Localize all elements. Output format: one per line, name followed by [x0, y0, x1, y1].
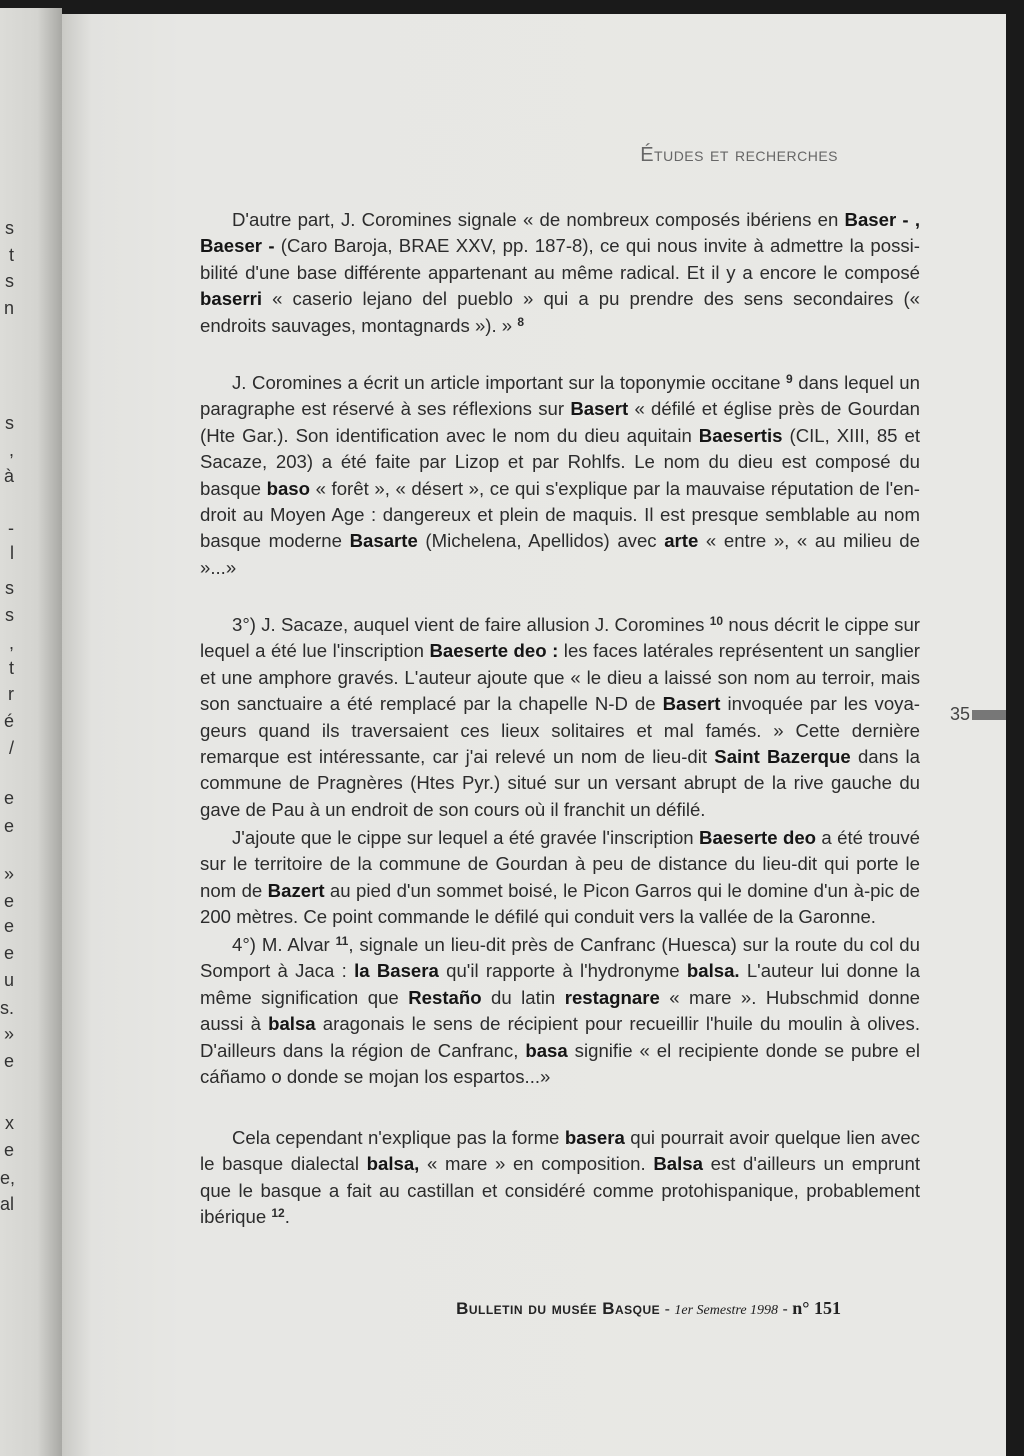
bold-term: baserri — [200, 288, 263, 310]
facing-page-text-fragment: s — [5, 605, 14, 625]
paragraph-6 — [200, 1125, 920, 1231]
facing-page-text-fragment: e — [3, 816, 14, 836]
facing-page-text-fragment: s — [5, 578, 14, 598]
text-run: (Caro Baroja, BRAE XXV, pp. 187-8), ce qui nous invite à admettre la possi-bilité d'une base différente appartenant au même radical. Et il y a encore le composé — [200, 235, 920, 283]
text-run: D'autre part, J. Coromines signale « de nombreux composés ibériens en — [232, 209, 845, 230]
text-run: J. Coromines a écrit un article important sur la toponymie occitane — [232, 372, 787, 393]
bold-term: balsa. — [686, 960, 740, 982]
text-run: dans lequel un paragraphe est réservé à ses réflexions sur — [200, 372, 920, 420]
facing-page-text-fragment: / — [8, 738, 14, 758]
text-run: (CIL, XIII, 85 et Sacaze, 203) a été faite par Lizop et par Rohlfs. Le nom du dieu est composé du basque — [200, 424, 920, 499]
facing-page-text-fragment: e — [3, 788, 14, 808]
facing-page-text-fragment: x — [5, 1113, 14, 1133]
paragraph-5 — [200, 932, 920, 1090]
bold-term: basa — [525, 1039, 568, 1061]
facing-page-text-fragment: r — [8, 684, 14, 704]
facing-page-text-fragment: u — [3, 970, 14, 990]
bold-term: Basert — [662, 693, 721, 715]
text-run: dans la commune de Pragnères (Htes Pyr.) situé sur un versant abrupt de la rive gauche du gave de Pau à un endroit de son cours où il franchit un défilé. — [200, 746, 921, 820]
facing-page-edge — [0, 8, 62, 1456]
running-head: Études et recherches — [640, 144, 838, 166]
text-run: (Michelena, Apellidos) avec — [417, 530, 665, 552]
text-run: signifie « el recipiente donde se pubre el cáñamo o donde se mojan los espartos...» — [200, 1039, 920, 1088]
facing-page-text-fragment: é — [3, 711, 14, 731]
facing-page-text-fragment: t — [8, 245, 14, 265]
facing-page-text-fragment: » — [3, 864, 14, 884]
facing-page-text-fragment: e — [3, 1140, 14, 1160]
text-run: . — [284, 1206, 290, 1228]
text-run: a été trouvé sur le territoire de la commune de Gourdan à peu de distance du lieu-dit qui porte le nom de — [200, 827, 921, 901]
facing-page-text-fragment: e — [3, 916, 14, 936]
text-run: aragonais le sens de récipient pour recueillir l'huile du moulin à olives. D'ailleurs dans la région de Canfranc, — [200, 1013, 920, 1061]
facing-page-text-fragment: à — [3, 466, 14, 486]
text-run: est d'ailleurs un emprunt que le basque a fait au castillan et considéré comme protohispanique, probablement ibérique — [200, 1153, 920, 1228]
footnote-ref: 9 — [786, 372, 793, 386]
text-run: au pied d'un sommet boisé, le Picon Garros qui le domine d'un à-pic de 200 mètres. Ce point commande le défilé qui conduit vers la vallée de la Garonne. — [200, 879, 920, 928]
facing-page-text-fragment: e, — [0, 1168, 16, 1188]
footer-separator: - — [660, 1301, 675, 1318]
bold-term: Baeser - — [200, 235, 275, 257]
page-number-tab — [972, 710, 1006, 720]
facing-page-text-fragment: al — [0, 1194, 15, 1214]
text-run: qu'il rapporte à l'hydronyme — [438, 960, 687, 982]
facing-page-text-fragment: e — [3, 1051, 14, 1071]
text-run: « entre », « au milieu de »...» — [200, 530, 920, 578]
footnote-ref: 10 — [709, 614, 724, 628]
bold-term: Baeserte deo — [699, 827, 817, 848]
paragraph-3 — [200, 612, 920, 823]
paragraph-1 — [200, 207, 920, 339]
bold-term: la Basera — [354, 960, 439, 982]
bold-term: Balsa — [653, 1153, 703, 1175]
facing-page-text-fragment: s. — [0, 998, 15, 1018]
text-run: « défilé et église près de Gourdan (Hte Gar.). Son identification avec le nom du dieu aquitain — [200, 398, 920, 446]
footer-semester: 1er Semestre 1998 — [674, 1303, 779, 1318]
facing-page-text-fragment: s — [5, 413, 14, 433]
page-number: 35 — [950, 704, 971, 724]
footer-title: Bulletin du musée Basque — [456, 1299, 661, 1318]
text-run: les faces latérales représentent un sanglier et une amphore gravés. L'auteur ajoute que « le dieu a laissé son nom au terroir, mais son sanctuaire a été remplacé par la chapelle N-D de — [200, 640, 920, 715]
text-run: « mare » en composition. — [419, 1153, 654, 1175]
footnote-ref: 11 — [335, 934, 349, 948]
bold-term: Basarte — [349, 530, 418, 552]
text-run: du latin — [481, 986, 565, 1008]
facing-page-text-fragment: s — [5, 271, 14, 291]
facing-page-text-fragment: s — [5, 218, 14, 238]
bold-term: Bazert — [267, 879, 325, 901]
bold-term: balsa, — [366, 1153, 420, 1175]
text-run: L'auteur lui donne la même signification que — [200, 960, 920, 1008]
footnote-ref: 12 — [271, 1206, 285, 1221]
facing-page-text-fragment: e — [3, 891, 14, 911]
footnote-ref: 8 — [517, 314, 524, 329]
facing-page-text-fragment: - — [8, 518, 14, 538]
text-run: J'ajoute que le cippe sur lequel a été gravée l'inscription — [232, 827, 700, 848]
text-run: qui pourrait avoir quelque lien avec le basque dialectal — [200, 1127, 920, 1175]
bold-term: Restaño — [408, 986, 482, 1008]
page-footer — [456, 1298, 841, 1319]
bold-term: Baeserte deo : — [429, 640, 559, 662]
bold-term: Baser - , — [844, 209, 920, 230]
text-run: , signale un lieu-dit près de Canfranc (Huesca) sur la route du col du Somport à Jaca : — [200, 934, 920, 982]
facing-page-text-fragment: n — [3, 298, 14, 318]
bold-term: Saint Bazerque — [714, 746, 851, 768]
facing-page-text-fragment: e — [3, 943, 14, 963]
text-run: « mare ». Hubschmid donne aussi à — [200, 986, 920, 1035]
bold-term: restagnare — [564, 986, 660, 1008]
text-run: « forêt », « désert », ce qui s'explique par la mauvaise réputation de l'en-droit au Moyen Age : dangereux et plein de maquis. Il est presque semblable au nom basque moderne — [200, 477, 920, 552]
text-run: 3°) J. Sacaze, auquel vient de faire allusion J. Coromines — [232, 614, 710, 635]
footer-separator: - — [778, 1301, 793, 1318]
bold-term: basera — [564, 1127, 625, 1148]
facing-page-text-fragment: l — [10, 543, 14, 563]
bold-term: baso — [266, 477, 311, 499]
text-run: Cela cependant n'explique pas la forme — [232, 1127, 565, 1148]
paragraph-2 — [200, 370, 920, 581]
bold-term: Basert — [570, 398, 629, 420]
text-run: nous décrit le cippe sur lequel a été lue l'inscription — [200, 614, 920, 662]
text-run: invoquée par les voya-geurs quand ils traversaient ces lieux solitaires et mal famés. » Cette dernière remarque est intéressante, car j'ai relevé un nom de lieu-dit — [200, 693, 920, 768]
paragraph-4 — [200, 825, 920, 931]
footer-issue: n° 151 — [792, 1298, 841, 1318]
facing-page-text-fragment: » — [3, 1024, 14, 1044]
text-run: 4°) M. Alvar — [232, 934, 336, 955]
bold-term: Baesertis — [698, 424, 783, 446]
facing-page-text-fragment: , — [8, 633, 14, 653]
facing-page-text-fragment: , — [8, 440, 14, 460]
facing-page-text-fragment: t — [8, 658, 14, 678]
bold-term: arte — [664, 530, 699, 552]
document-page — [62, 14, 1006, 1456]
text-run: « caserio lejano del pueblo » qui a pu prendre des sens secondaires (« endroits sauvages, montagnards »). » — [200, 288, 920, 336]
bold-term: balsa — [268, 1013, 316, 1035]
